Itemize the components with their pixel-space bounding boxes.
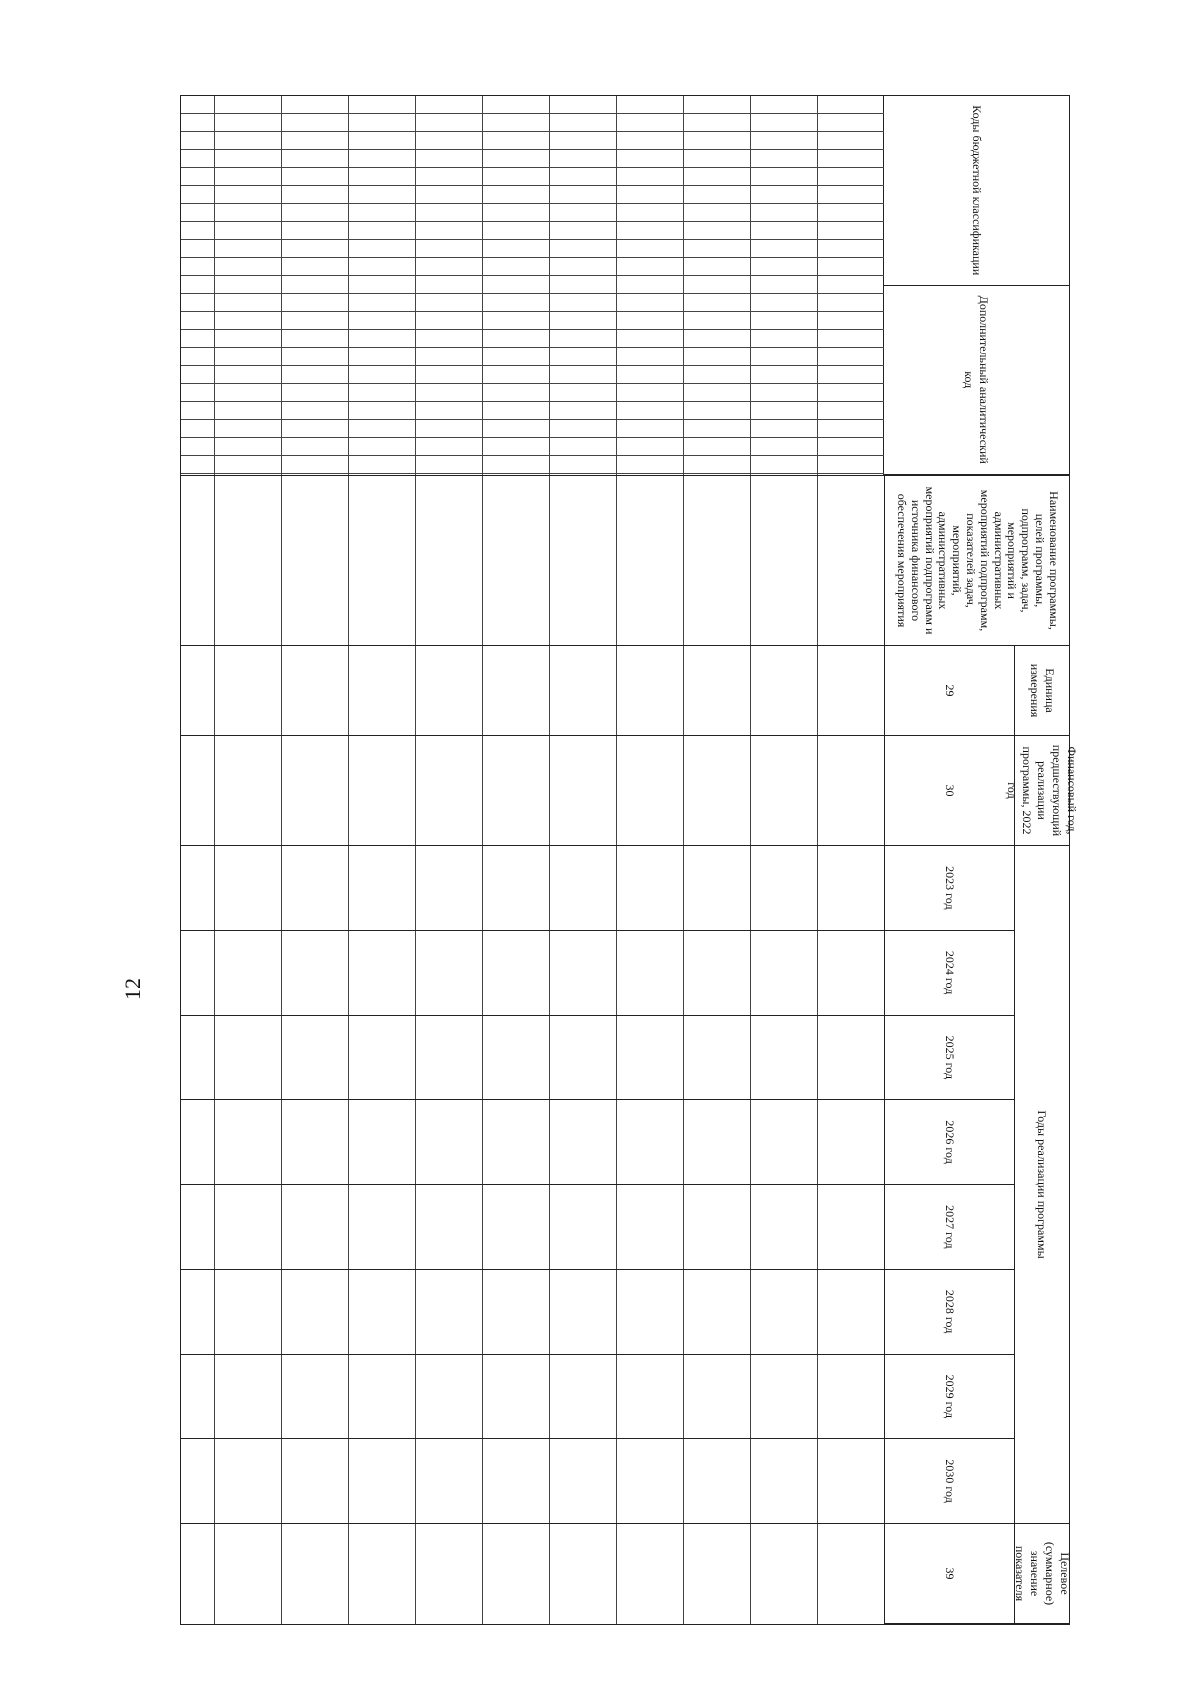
year-2026-column — [181, 1100, 884, 1185]
table-body — [181, 646, 884, 1624]
year-2029-column — [181, 1355, 884, 1440]
rotated-table — [180, 95, 1080, 1625]
year-2026-header: 2026 год — [884, 1100, 1014, 1185]
year-2023-header: 2023 год — [884, 846, 1014, 931]
page-number: 12 — [120, 978, 145, 1000]
target-column — [181, 1524, 884, 1624]
year-2030-header: 2030 год — [884, 1439, 1014, 1524]
description-rows — [181, 476, 884, 645]
unit-header: Единица измерения — [1014, 646, 1069, 736]
target-column-number: 39 — [884, 1524, 1014, 1624]
code-headers — [883, 96, 1069, 475]
year-2025-column — [181, 1016, 884, 1101]
year-2024-header: 2024 год — [884, 931, 1014, 1016]
year-2027-header: 2027 год — [884, 1185, 1014, 1270]
year-2028-column — [181, 1270, 884, 1355]
base-year-column-number: 30 — [884, 736, 1014, 846]
year-2025-header: 2025 год — [884, 1016, 1014, 1101]
budget-code-header: Коды бюджетной классификации — [884, 96, 1069, 286]
year-2030-column — [181, 1439, 884, 1524]
code-columns — [181, 96, 1069, 476]
unit-column — [181, 646, 884, 736]
base-year-header: Финансовый год, предшествующий реализации программы, 2022 год — [1014, 736, 1069, 846]
description-header: Наименование программы, целей программы, подпрограмм, задач, мероприятий и административных мероприятий подпрограмм, показателей задач, мероприятий, административных мероприятий подпрограмм и источника финансового обеспечения мероприятия — [884, 476, 1069, 645]
base-year-column — [181, 736, 884, 846]
unit-column-number: 29 — [884, 646, 1014, 736]
year-2023-column — [181, 846, 884, 931]
year-2024-column — [181, 931, 884, 1016]
year-2028-header: 2028 год — [884, 1270, 1014, 1355]
year-2029-header: 2029 год — [884, 1355, 1014, 1440]
additional-code-header: Дополнительный аналитический код — [884, 286, 1069, 476]
description-column — [181, 476, 1069, 646]
years-group-header: Годы реализации программы — [1014, 846, 1069, 1524]
budget-table — [180, 95, 1080, 1625]
value-columns — [181, 646, 1080, 1624]
code-grid — [181, 96, 884, 475]
target-header: Целевое (суммарное) значение показателя — [1014, 1524, 1069, 1624]
year-2027-column — [181, 1185, 884, 1270]
